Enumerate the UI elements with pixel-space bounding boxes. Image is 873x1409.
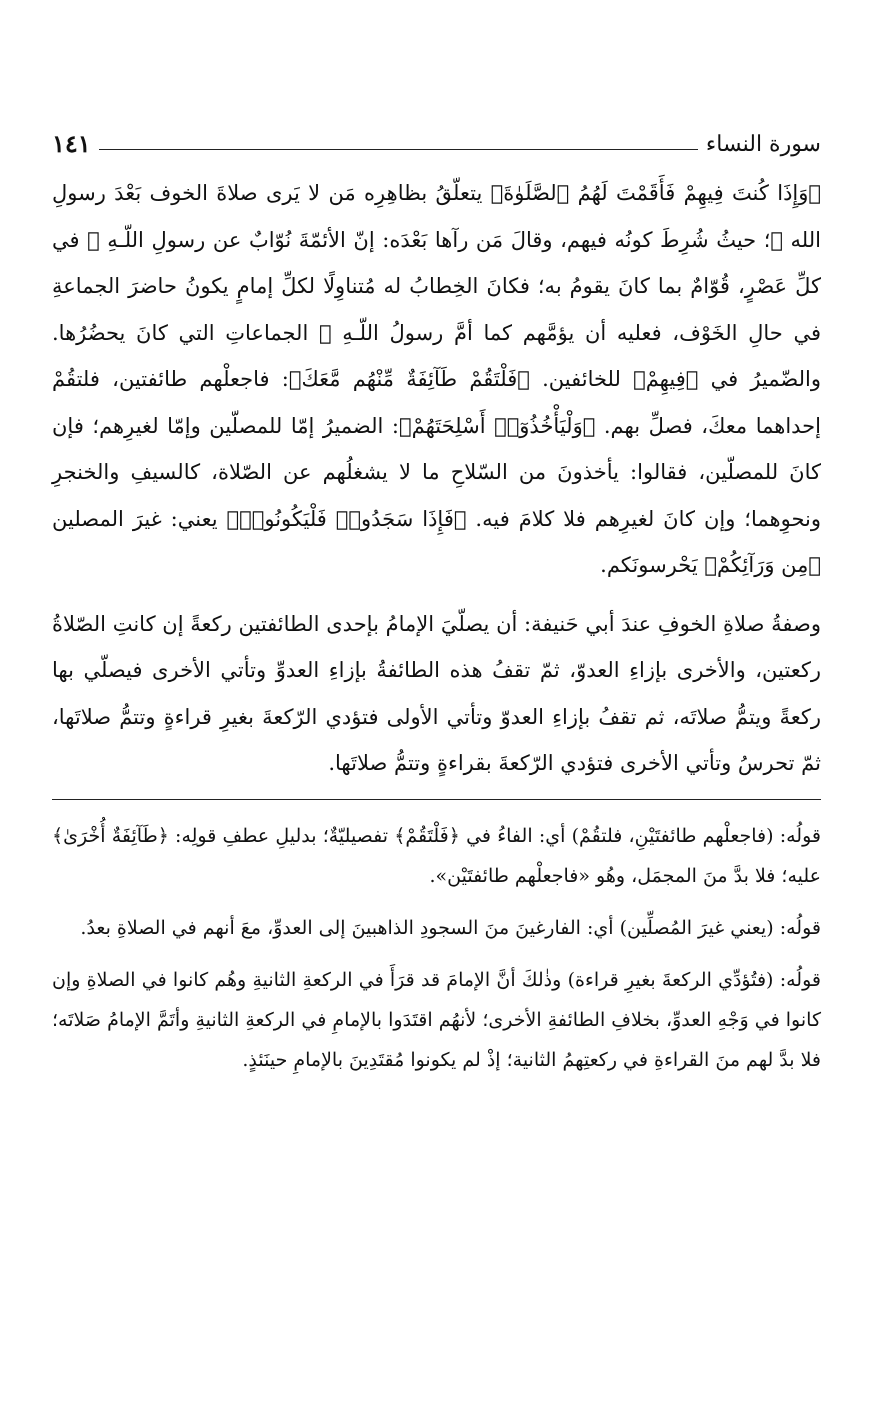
main-paragraph: ﴿وَإِذَا كُنتَ فِيهِمْ فَأَقَمْتَ لَهُمُ ٱلصَّلَوٰةَ﴾ يتعلّقُ بظاهِرِه مَن لا يَرى صلاةَ الخوف بَعْدَ رسولِ الله ﷺ؛ حيثُ شُرِطَ كونُه فيهم، وقالَ مَن رآها بَعْدَه: إنّ الأئمّةَ نُوّابٌ عن رسولِ اللّـهِ ﷺ في كلِّ عَصْرٍ، قُوّامٌ بما كانَ يقومُ به؛ فكانَ الخِطابُ له مُتناوِلًا لكلِّ إمامٍ يكونُ حاضرَ الجماعةِ في حالِ الخَوْف، فعليه أن يؤمَّهم كما أمَّ رسولُ اللّـهِ ﷺ الجماعاتِ التي كانَ يحضُرُها. والضّميرُ في ﴿فِيهِمْ﴾ للخائفين. ﴿فَلْتَقُمْ طَآئِفَةٌ مِّنْهُم مَّعَكَ﴾: فاجعلْهم طائفتين، فلتقُمْ إحداهما معكَ، فصلِّ بهم. ﴿وَلْيَأْخُذُوٓا۟ أَسْلِحَتَهُمْ﴾: الضميرُ إمّا للمصلّين وإمّا لغيرِهم؛ فإن كانَ للمصلّين، فقالوا: يأخذونَ من السّلاحِ ما لا يشغلُهم عن الصّلاة، كالسيفِ والخنجرِ ونحوِهما؛ وإن كانَ لغيرِهم فلا كلامَ فيه. ﴿فَإِذَا سَجَدُوا۟ فَلْيَكُونُوا۟﴾ يعني: غيرَ المصلين ﴿مِن وَرَآئِكُمْ﴾ يَحْرسونَكم.	[52, 181, 821, 577]
page-number: ١٤١	[52, 129, 91, 158]
footnote-divider	[52, 799, 821, 800]
main-paragraph: وصفةُ صلاةِ الخوفِ عندَ أبي حَنيفة: أن يصلّيَ الإمامُ بإحدى الطائفتين ركعةً إن كانتِ الصّلاةُ ركعتين، والأخرى بإزاءِ العدوّ، ثمّ تقفُ هذه الطائفةُ بإزاءِ العدوِّ وتأتي الأخرى فيصلّي بها ركعةً ويتمُّ صلاتَه، ثم تقفُ بإزاءِ العدوّ وتأتي الأولى فتؤدي الرّكعةَ بغيرِ قراءةٍ وتتمُّ صلاتَها، ثمّ تحرسُ وتأتي الأخرى فتؤدي الرّكعةَ بقراءةٍ وتتمُّ صلاتَها.	[52, 611, 821, 775]
note-paragraph: قولُه: (فاجعلْهم طائفتَيْنِ، فلتقُمْ) أي: الفاءُ في ﴿فَلْتَقُمْ﴾ تفصيليّةٌ؛ بدليلِ عطفِ قولِه: ﴿طَآئِفَةٌ أُخْرَىٰ﴾ عليه؛ فلا بدَّ منَ المجمَل، وهُو «فاجعلْهم طائفتَيْن».	[52, 824, 821, 887]
note-paragraph: قولُه: (يعني غيرَ المُصلِّين) أي: الفارغينَ منَ السجودِ الذاهبينَ إلى العدوِّ، معَ أنهم في الصلاةِ بعدُ.	[80, 916, 821, 939]
commentary-notes	[52, 816, 821, 1080]
note-paragraph: قولُه: (فتُؤدِّي الركعةَ بغيرِ قراءة) وذٰلكَ أنَّ الإمامَ قد قرَأَ في الركعةِ الثانيةِ وهُم كانوا في الصلاةِ وإن كانوا في وَجْهِ العدوِّ، بخلافِ الطائفةِ الأخرى؛ لأنهُم اقتَدَوا بالإمامِ في الركعةِ الثانيةِ وأتَمَّ الإمامُ صَلاتَه؛ فلا بدَّ لهم منَ القراءةِ في ركعتِهمُ الثانية؛ إذْ لم يكونوا مُقتَدِينَ بالإمامِ حينَئذٍ.	[52, 968, 821, 1071]
main-text	[52, 170, 821, 787]
running-header	[52, 112, 821, 158]
surah-title: سورة النساء	[705, 132, 821, 157]
header-rule	[99, 149, 698, 150]
